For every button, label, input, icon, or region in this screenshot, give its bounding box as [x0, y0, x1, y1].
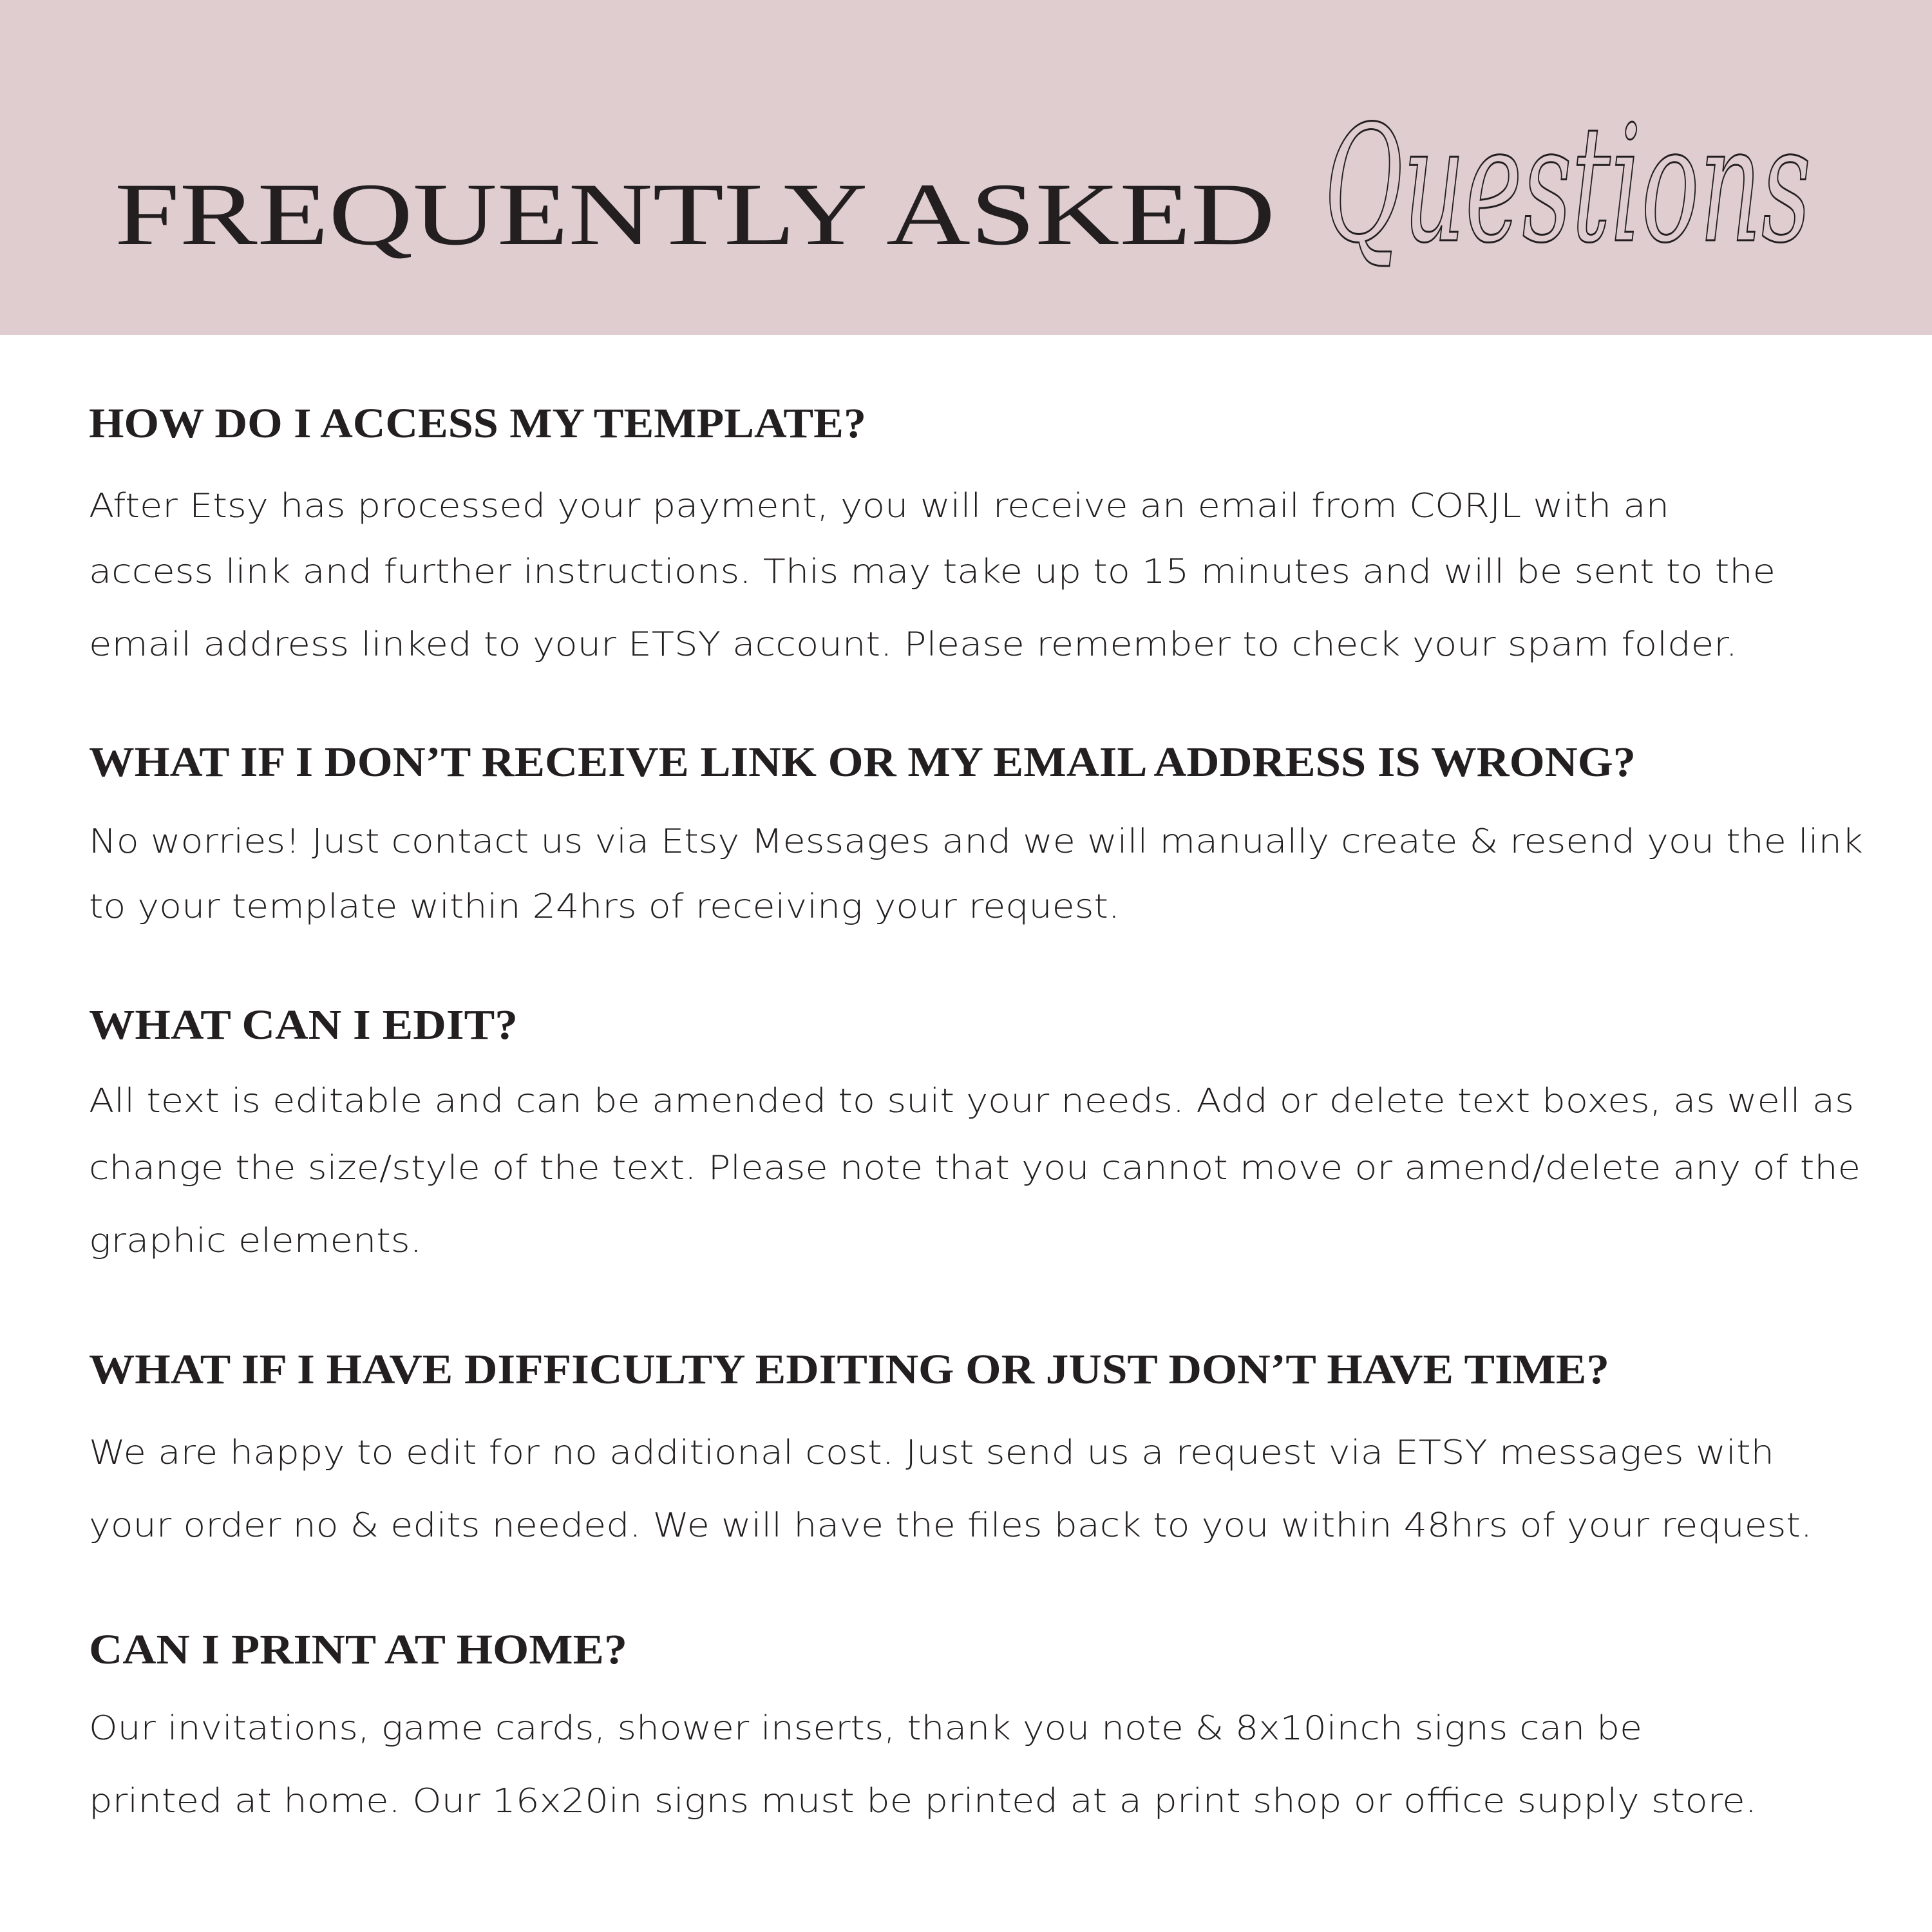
- faq-answer-line: email address linked to your ETSY account. Please remember to check your spam folder.: [89, 625, 1738, 664]
- faq-answer-line: No worries! Just contact us via Etsy Messages and we will manually create & resend you the link: [89, 822, 1864, 861]
- faq-answer-line: access link and further instructions. This may take up to 15 minutes and will be sent to the: [89, 553, 1776, 591]
- script-title: Questions: [1324, 91, 1811, 278]
- faq-answer-line: All text is editable and can be amended to suit your needs. Add or delete text boxes, as well as: [89, 1082, 1854, 1121]
- faq-answer-line: your order no & edits needed. We will have the files back to you within 48hrs of your request.: [89, 1506, 1812, 1545]
- faq-question: HOW DO I ACCESS MY TEMPLATE?: [89, 400, 866, 447]
- faq-answer-line: change the size/style of the text. Please note that you cannot move or amend/delete any of the: [89, 1149, 1861, 1188]
- faq-item-4: [89, 1346, 1812, 1545]
- faq-item-1: [89, 400, 1776, 664]
- faq-answer-line: graphic elements.: [89, 1222, 422, 1260]
- page-title: FREQUENTLY ASKED: [115, 165, 1275, 263]
- faq-question: WHAT IF I DON’T RECEIVE LINK OR MY EMAIL ADDRESS IS WRONG?: [89, 739, 1636, 786]
- faq-answer-line: Our invitations, game cards, shower inserts, thank you note & 8x10inch signs can be: [89, 1709, 1642, 1748]
- faq-answer-line: to your template within 24hrs of receiving your request.: [89, 887, 1120, 926]
- faq-answer-line: printed at home. Our 16x20in signs must be printed at a print shop or office supply store.: [89, 1782, 1757, 1821]
- faq-item-2: [89, 739, 1863, 926]
- faq-question: WHAT IF I HAVE DIFFICULTY EDITING OR JUST DON’T HAVE TIME?: [89, 1346, 1609, 1393]
- faq-item-3: [89, 1001, 1861, 1260]
- faq-item-5: [89, 1626, 1757, 1821]
- faq-question: CAN I PRINT AT HOME?: [89, 1626, 628, 1673]
- faq-answer-line: After Etsy has processed your payment, you will receive an email from CORJL with an: [89, 487, 1669, 526]
- faq-answer-line: We are happy to edit for no additional cost. Just send us a request via ETSY messages with: [89, 1434, 1774, 1472]
- faq-question: WHAT CAN I EDIT?: [89, 1001, 518, 1048]
